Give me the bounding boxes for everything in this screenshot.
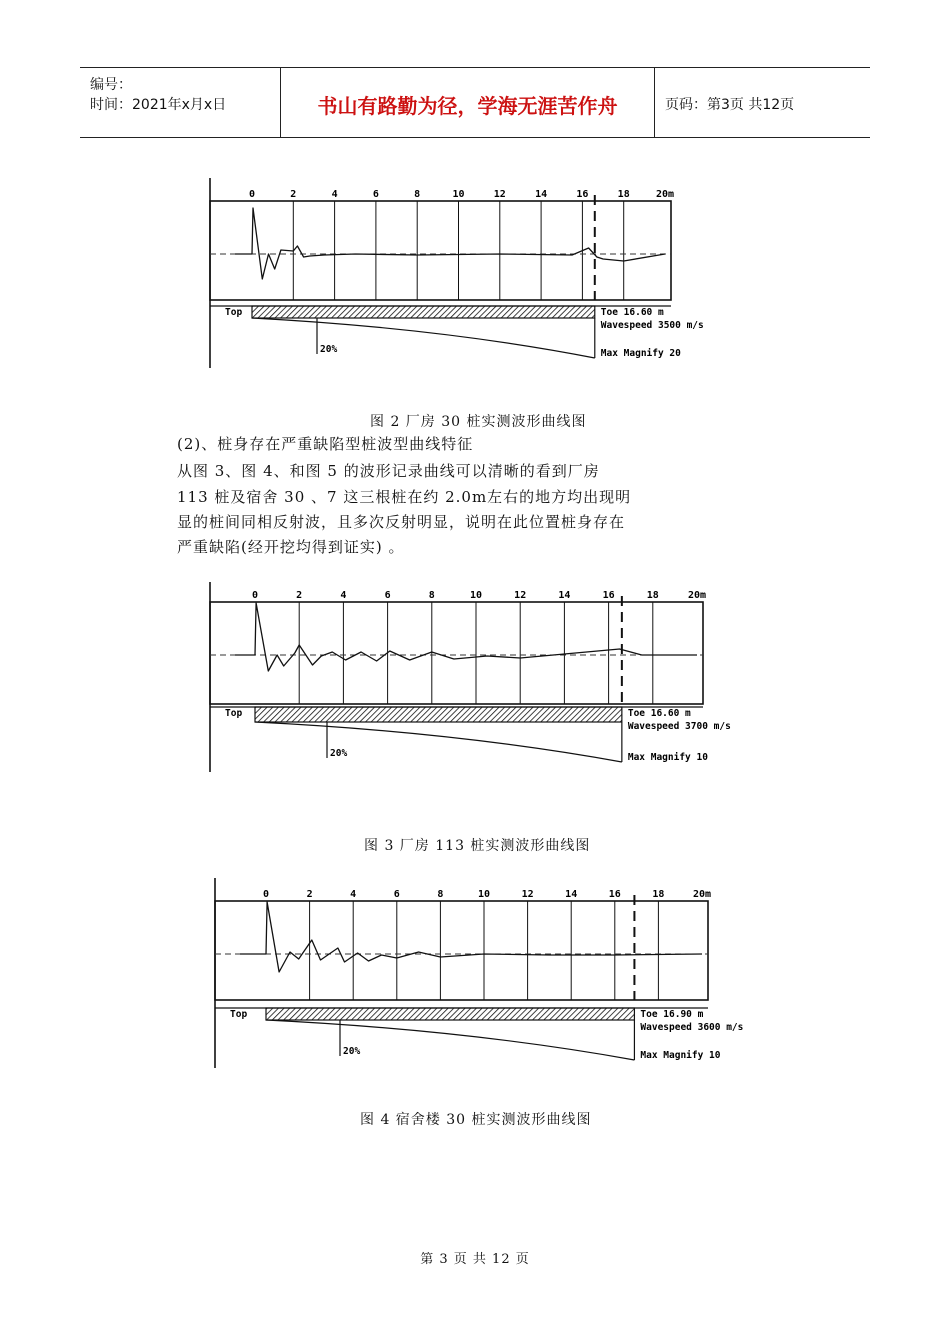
tick-label: 8 [437, 889, 444, 900]
tick-label: 6 [393, 889, 400, 900]
number-label: 编号： [90, 77, 132, 93]
waveform-chart-3 [205, 582, 765, 777]
toe-label: Toe 16.60 m [600, 307, 664, 318]
tick-label: 6 [384, 590, 391, 601]
tick-label: 20m [687, 590, 707, 601]
header-right-cell [655, 68, 870, 137]
page-header [80, 67, 870, 138]
tick-label: 2 [306, 889, 313, 900]
tick-label: 0 [251, 590, 259, 601]
pile-bar [255, 707, 622, 722]
waveform-line [235, 603, 697, 671]
magnify-curve [255, 722, 622, 762]
waveform-chart-2 [205, 178, 705, 373]
pile-bar [266, 1008, 634, 1020]
magnify-label: Max Magnify 20 [600, 348, 681, 359]
header-motto-cell [280, 68, 655, 137]
toe-label: Toe 16.60 m [627, 708, 691, 719]
toe-label: Toe 16.90 m [640, 1009, 704, 1020]
para-line-1: 从图 3、图 4、和图 5 的波形记录曲线可以清晰的看到厂房 [177, 462, 600, 480]
waveform-chart-4 [210, 878, 770, 1073]
pct-label: 20% [320, 344, 338, 355]
tick-label: 20m [692, 889, 712, 900]
tick-label: 20m [655, 189, 675, 200]
tick-label: 2 [296, 590, 303, 601]
caption-figure-2: 图 2 厂房 30 桩实测波形曲线图 [370, 414, 587, 430]
time-label: 时间：2021年x月x日 [90, 97, 227, 113]
tick-label: 10 [469, 590, 483, 601]
top-label: Top [230, 1009, 248, 1020]
magnify-curve [266, 1020, 634, 1060]
header-left-cell [80, 68, 280, 137]
tick-label: 16 [608, 889, 621, 900]
tick-label: 12 [493, 189, 506, 200]
tick-label: 2 [290, 189, 297, 200]
tick-label: 8 [428, 590, 435, 601]
plot-frame [210, 201, 671, 300]
wavespeed-label: Wavespeed 3600 m/s [640, 1022, 744, 1033]
para-line-4: 严重缺陷(经开挖均得到证实) 。 [177, 538, 405, 556]
section-heading: (2)、桩身存在严重缺陷型桩波型曲线特征 [177, 435, 474, 453]
wavespeed-label: Wavespeed 3700 m/s [627, 721, 731, 732]
para-line-2: 113 桩及宿舍 30 、7 这三根桩在约 2.0m左右的地方均出现明 [177, 488, 632, 506]
magnify-curve [252, 318, 595, 358]
caption-figure-3: 图 3 厂房 113 桩实测波形曲线图 [364, 838, 591, 854]
tick-label: 14 [558, 590, 571, 601]
tick-label: 6 [372, 189, 379, 200]
figure-4 [210, 878, 770, 1073]
tick-label: 10 [452, 189, 465, 200]
figure-3 [205, 582, 765, 777]
tick-label: 4 [340, 590, 347, 601]
motto: 书山有路勤为径，学海无涯苦作舟 [317, 94, 618, 118]
tick-label: 4 [331, 189, 338, 200]
pile-bar [252, 306, 595, 318]
magnify-label: Max Magnify 10 [627, 752, 708, 763]
tick-label: 0 [248, 189, 256, 200]
top-label: Top [225, 708, 243, 719]
caption-figure-4: 图 4 宿舍楼 30 桩实测波形曲线图 [360, 1112, 592, 1128]
tick-label: 0 [262, 889, 270, 900]
top-label: Top [225, 307, 243, 318]
tick-label: 10 [477, 889, 491, 900]
wavespeed-label: Wavespeed 3500 m/s [600, 320, 704, 331]
tick-label: 18 [652, 889, 665, 900]
tick-label: 12 [514, 590, 527, 601]
para-line-3: 显的桩间同相反射波，且多次反射明显，说明在此位置桩身存在 [177, 513, 626, 531]
tick-label: 16 [602, 590, 615, 601]
pct-label: 20% [343, 1046, 361, 1057]
tick-label: 12 [521, 889, 534, 900]
tick-label: 4 [350, 889, 357, 900]
tick-label: 14 [565, 889, 578, 900]
tick-label: 16 [576, 189, 589, 200]
tick-label: 8 [414, 189, 421, 200]
tick-label: 18 [646, 590, 659, 601]
tick-label: 14 [535, 189, 548, 200]
page-footer: 第 3 页 共 12 页 [420, 1252, 530, 1267]
plot-frame [210, 602, 703, 704]
figure-2 [205, 178, 705, 373]
magnify-label: Max Magnify 10 [640, 1050, 721, 1061]
waveform-line [235, 208, 665, 279]
pct-label: 20% [330, 748, 348, 759]
tick-label: 18 [617, 189, 630, 200]
page-label: 页码：第3页 共12页 [665, 97, 795, 113]
